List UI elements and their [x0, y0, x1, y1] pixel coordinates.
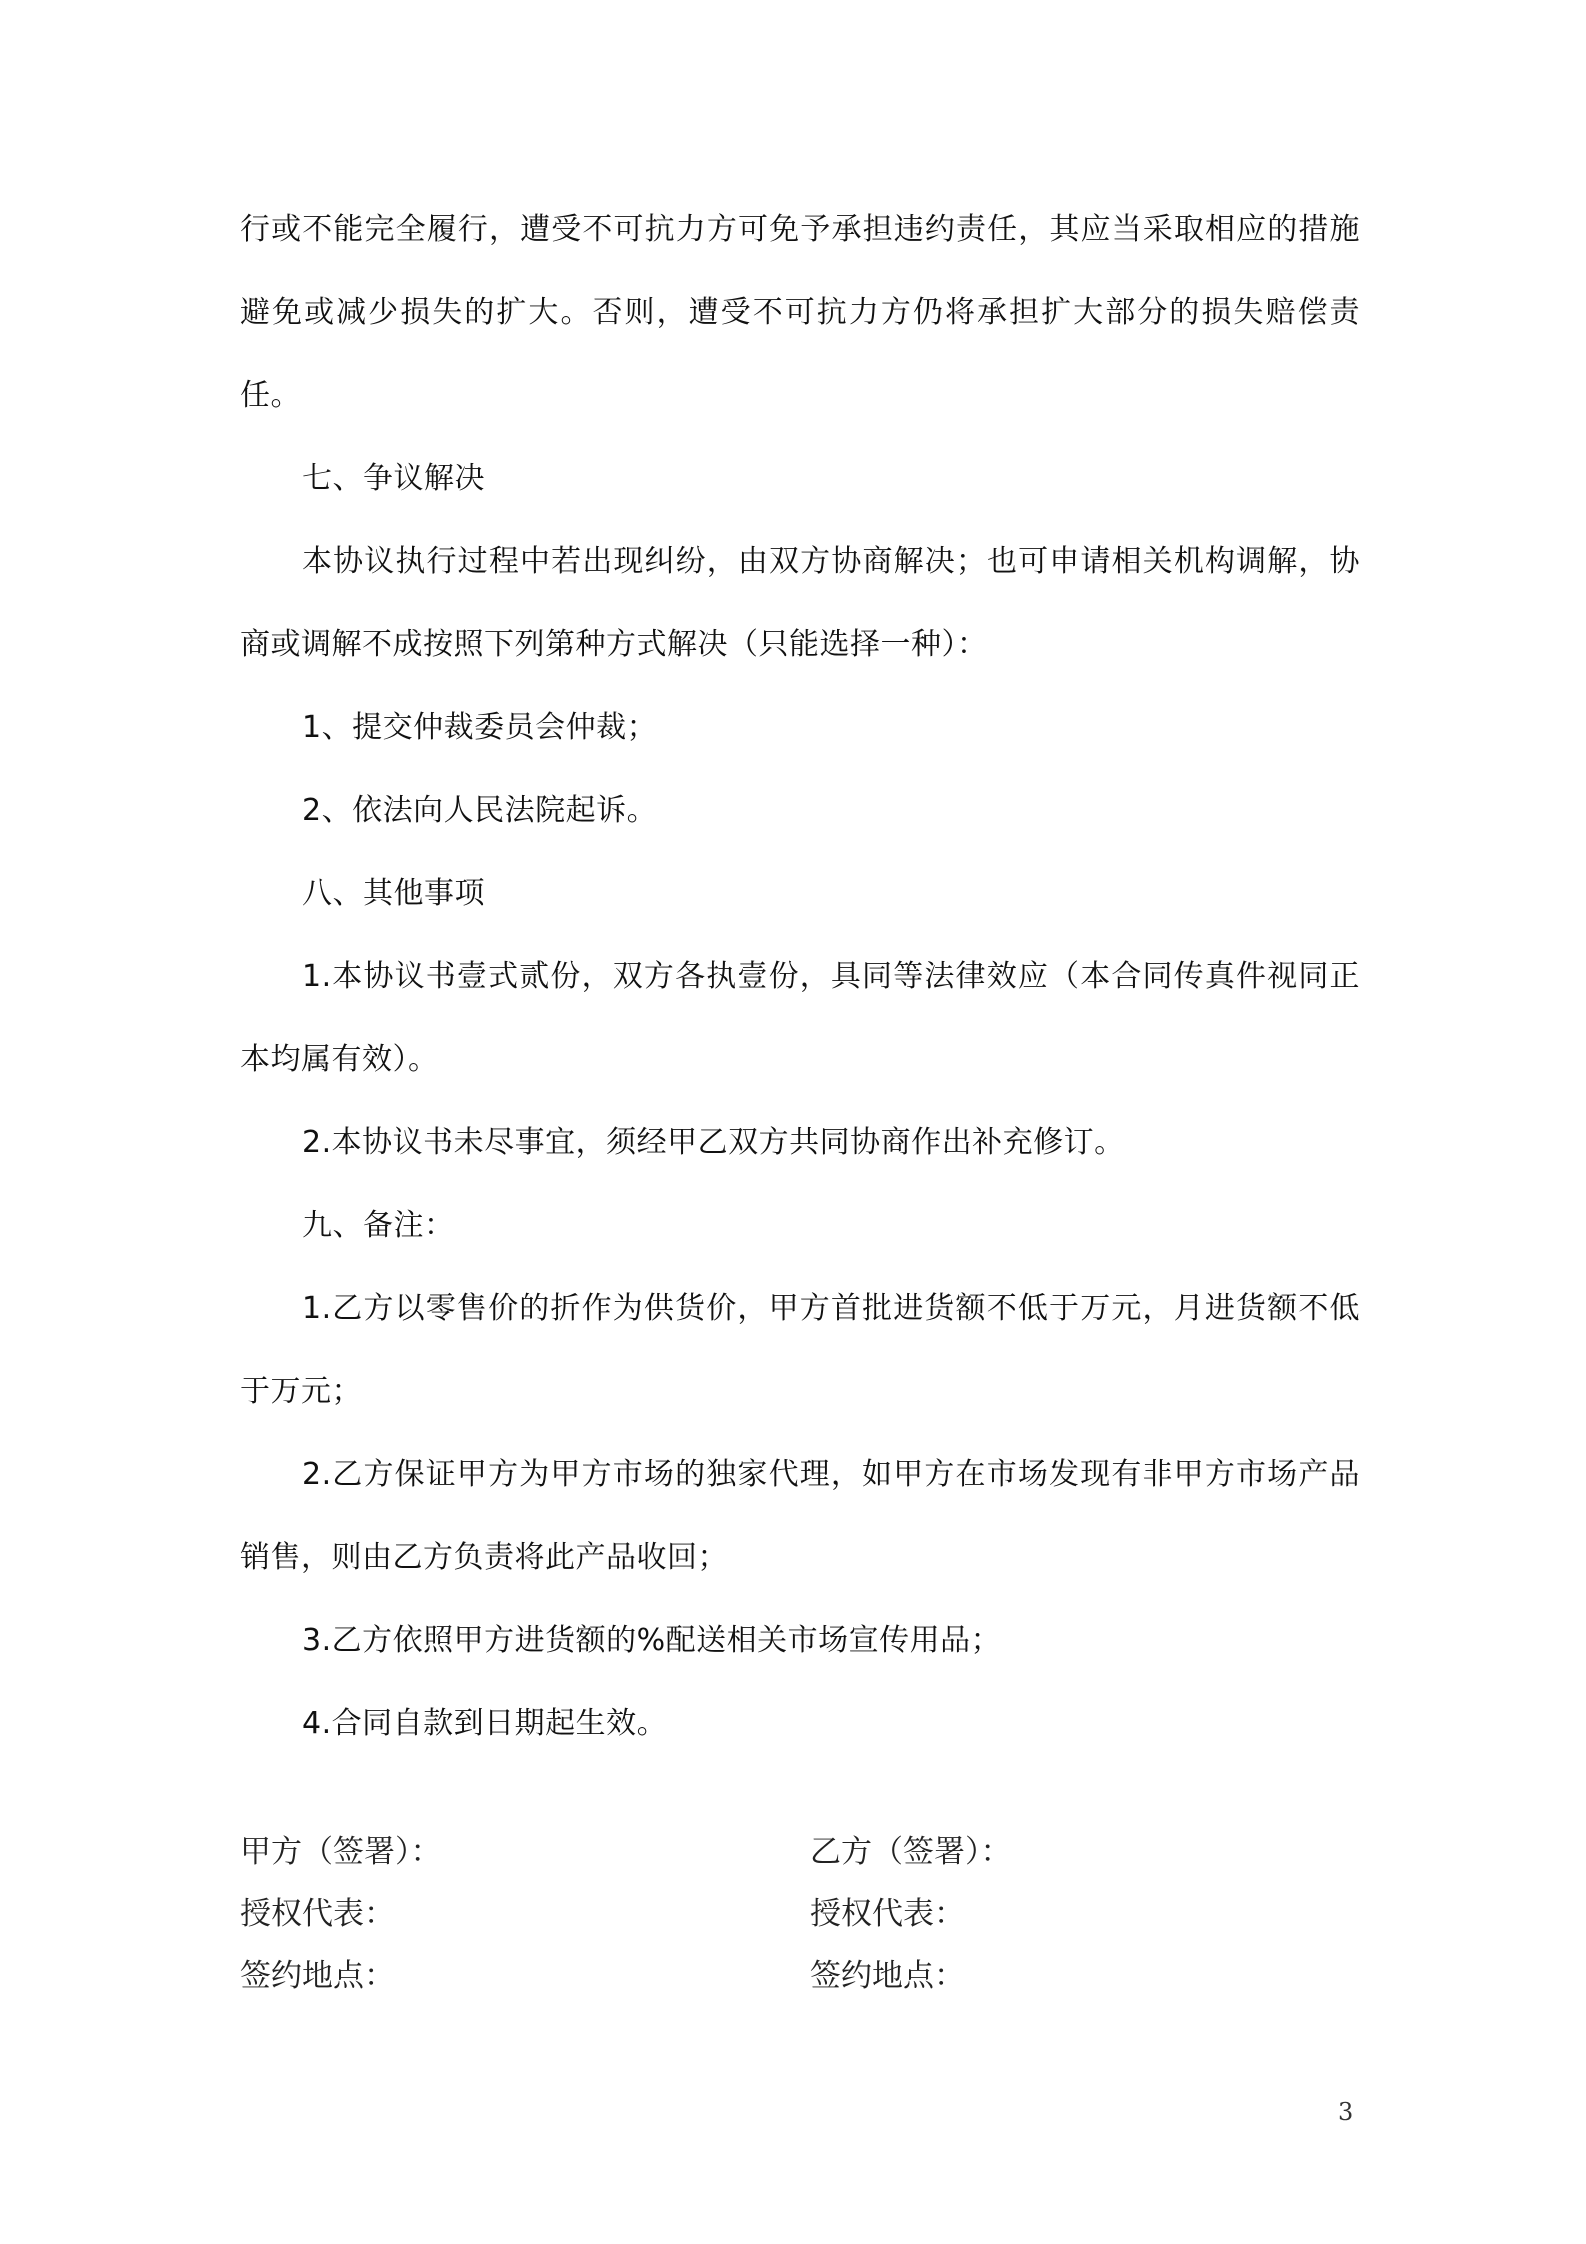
list-item-arbitration: 1、提交仲裁委员会仲裁；	[302, 710, 658, 745]
paragraph-dispute-resolution: 本协议执行过程中若出现纠纷，由双方协商解决；也可申请相关机构调解，协商或调解不成按照下列第种方式解决（只能选择一种）：	[240, 544, 1360, 662]
paragraph-copies: 1.本协议书壹式贰份，双方各执壹份，具同等法律效应（本合同传真件视同正本均属有效）。	[240, 959, 1360, 1077]
remark-supply-price: 1.乙方以零售价的折作为供货价，甲方首批进货额不低于万元，月进货额不低于万元；	[240, 1291, 1360, 1409]
party-b-signature-label: 乙方（签署）：	[810, 1834, 1012, 1870]
heading-other-matters: 八、其他事项	[302, 876, 485, 911]
list-item-litigation: 2、依法向人民法院起诉。	[302, 793, 658, 828]
party-b-representative-label: 授权代表：	[810, 1896, 965, 1932]
document-body	[240, 188, 1360, 1765]
remark-effective-date: 4.合同自款到日期起生效。	[302, 1706, 668, 1741]
paragraph-force-majeure-continued: 行或不能完全履行，遭受不可抗力方可免予承担违约责任，其应当采取相应的措施避免或减少损失的扩大。否则，遭受不可抗力方仍将承担扩大部分的损失赔偿责任。	[240, 212, 1360, 413]
heading-remarks: 九、备注：	[302, 1208, 455, 1243]
heading-dispute-resolution: 七、争议解决	[302, 461, 485, 496]
remark-promotional-materials: 3.乙方依照甲方进货额的%配送相关市场宣传用品；	[302, 1623, 1002, 1658]
party-a-signature-label: 甲方（签署）：	[240, 1834, 442, 1870]
party-a-location-label: 签约地点：	[240, 1958, 395, 1994]
remark-exclusive-agent: 2.乙方保证甲方为甲方市场的独家代理，如甲方在市场发现有非甲方市场产品销售，则由乙方负责将此产品收回；	[240, 1457, 1360, 1575]
party-a-representative-label: 授权代表：	[240, 1896, 395, 1932]
party-b-location-label: 签约地点：	[810, 1958, 965, 1994]
page-number: 3	[1338, 2098, 1354, 2126]
paragraph-supplement: 2.本协议书未尽事宜，须经甲乙双方共同协商作出补充修订。	[302, 1125, 1125, 1160]
